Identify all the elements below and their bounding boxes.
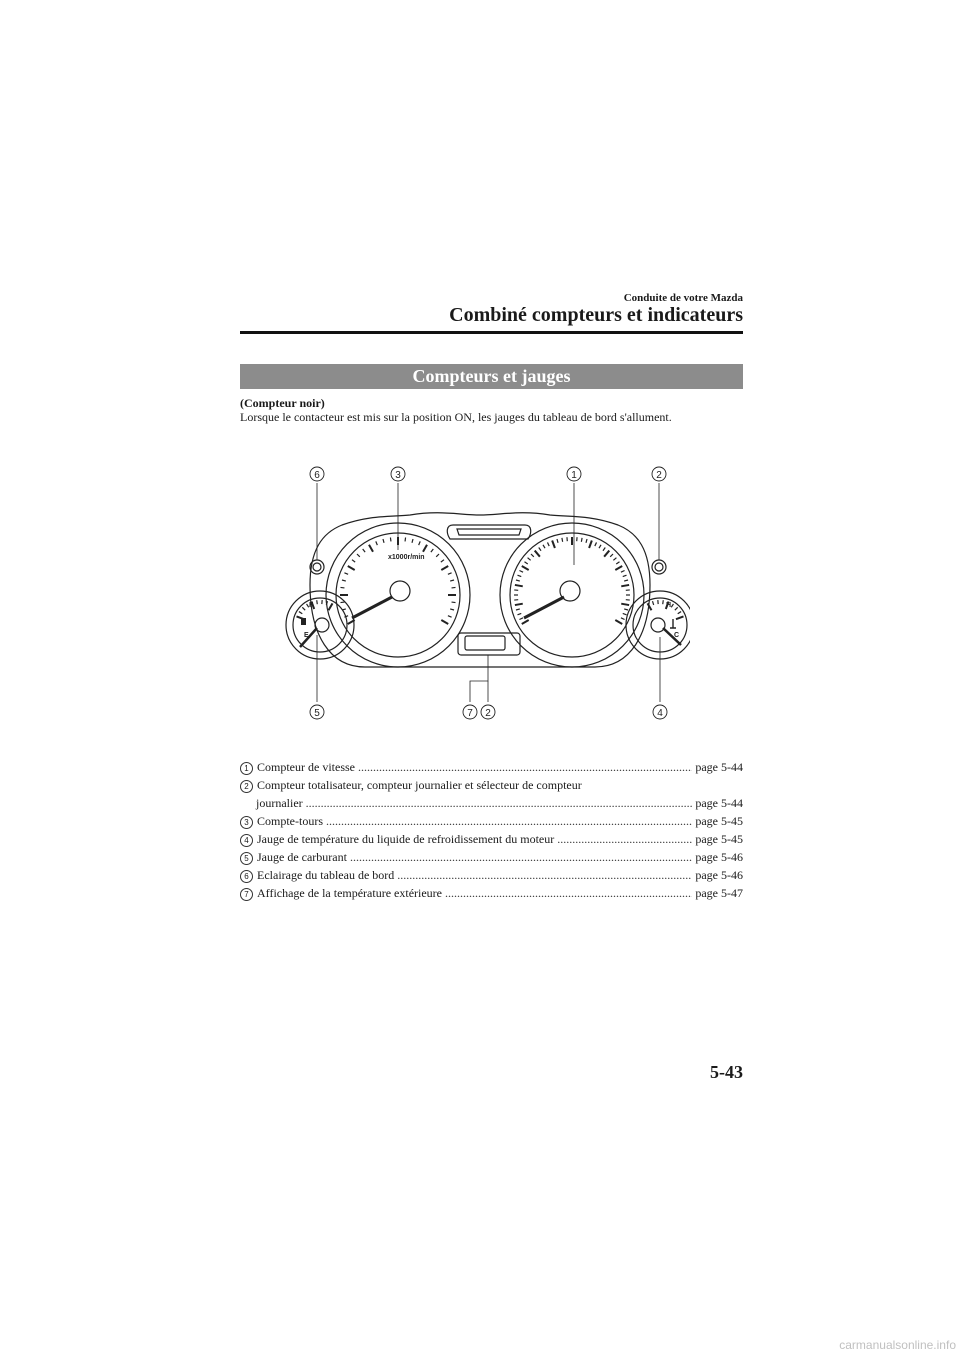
callout-6: 6 bbox=[314, 470, 320, 481]
tachometer-tick bbox=[441, 566, 448, 570]
tachometer-tick bbox=[423, 545, 427, 552]
fuel-empty-label: E bbox=[304, 632, 309, 639]
center-top-panel bbox=[447, 525, 530, 539]
temp-cold-label: C bbox=[674, 632, 680, 639]
temp-gauge-tick bbox=[676, 616, 684, 619]
tachometer-tick bbox=[405, 537, 406, 541]
tachometer-tick bbox=[340, 602, 344, 603]
fuel-gauge-tick bbox=[302, 607, 305, 610]
tachometer-face bbox=[336, 533, 460, 657]
page-number: 5-43 bbox=[710, 1062, 743, 1082]
section-title: Compteurs et jauges bbox=[240, 364, 743, 389]
tachometer-tick bbox=[390, 537, 391, 541]
fuel-gauge-tick bbox=[299, 612, 302, 614]
legend-label-continued: journalier bbox=[256, 796, 303, 810]
tachometer-tick bbox=[448, 573, 452, 575]
tachometer-tick bbox=[376, 541, 378, 545]
tachometer-tick bbox=[431, 549, 433, 552]
speedometer-tick bbox=[581, 538, 582, 542]
fuel-full-label: F bbox=[309, 602, 314, 609]
speedometer-tick bbox=[624, 580, 628, 581]
fuel-pump-icon bbox=[301, 618, 306, 625]
speedometer-tick bbox=[621, 570, 625, 572]
legend-page-ref: page 5-46 bbox=[695, 868, 743, 882]
tachometer-tick bbox=[448, 616, 452, 618]
leader-dots bbox=[326, 814, 692, 829]
callout-3: 3 bbox=[395, 470, 401, 481]
page-title: Combiné compteurs et indicateurs bbox=[449, 304, 743, 326]
header-rule bbox=[240, 331, 743, 334]
tachometer-tick bbox=[412, 539, 413, 543]
tachometer-hub bbox=[390, 581, 410, 601]
speedometer-face bbox=[510, 533, 634, 657]
temp-gauge-tick bbox=[663, 600, 664, 604]
intro-text: Lorsque le contacteur est mis sur la position ON, les jauges du tableau de bord s'allument. bbox=[240, 410, 672, 424]
speedometer-tick bbox=[624, 609, 628, 610]
speedometer-tick bbox=[543, 545, 545, 548]
legend-number: 6 bbox=[240, 870, 253, 883]
leader-dots bbox=[397, 868, 692, 883]
speedometer-tick bbox=[623, 575, 627, 576]
speedometer-tick bbox=[547, 542, 549, 546]
callout-2-bottom: 2 bbox=[485, 708, 491, 719]
chapter-header: Conduite de votre Mazda bbox=[623, 292, 743, 304]
temp-gauge-tick bbox=[671, 604, 673, 607]
speedometer-needle bbox=[524, 597, 564, 618]
speedometer-tick bbox=[599, 545, 601, 548]
tachometer-tick bbox=[369, 545, 373, 552]
fuel-gauge-tick bbox=[317, 600, 318, 604]
speedometer-tick bbox=[621, 604, 629, 605]
center-display bbox=[465, 636, 505, 650]
fuel-gauge-tick bbox=[329, 603, 333, 610]
legend-item bbox=[240, 886, 743, 904]
temp-gauge-tick bbox=[652, 601, 653, 605]
legend-item bbox=[240, 778, 743, 796]
legend-page-ref: page 5-44 bbox=[695, 796, 743, 810]
leader-dots bbox=[306, 796, 693, 811]
center-top-panel-inner bbox=[457, 529, 521, 535]
legend-number: 1 bbox=[240, 762, 253, 775]
speedometer-tick bbox=[515, 604, 523, 605]
callout-1: 1 bbox=[571, 470, 577, 481]
legend-label: Compte-tours bbox=[257, 814, 323, 828]
callout-5: 5 bbox=[314, 708, 320, 719]
speedometer-tick bbox=[522, 620, 529, 624]
temp-gauge-tick bbox=[675, 607, 678, 610]
speedometer-tick bbox=[586, 539, 587, 543]
leader-dots bbox=[350, 850, 692, 865]
speedometer-tick bbox=[616, 562, 619, 564]
tachometer-tick bbox=[450, 609, 454, 610]
tachometer-tick bbox=[450, 580, 454, 581]
speedometer-tick bbox=[517, 613, 521, 614]
speedometer-tick bbox=[623, 613, 627, 614]
cluster-housing bbox=[310, 513, 650, 667]
callout-7: 7 bbox=[467, 708, 473, 719]
tachometer-tick bbox=[363, 549, 365, 552]
tachometer-tick bbox=[344, 573, 348, 575]
leader-dots bbox=[358, 760, 692, 775]
watermark[interactable]: carmanualsonline.info bbox=[839, 1338, 956, 1352]
illumination-knob-outer bbox=[310, 560, 324, 574]
legend-label: Compteur totalisateur, compteur journalier et sélecteur de compteur bbox=[257, 778, 582, 792]
speedometer-tick bbox=[516, 609, 520, 610]
speedometer-tick bbox=[522, 566, 529, 570]
speedometer-tick bbox=[589, 540, 592, 548]
speedometer-tick bbox=[519, 618, 523, 620]
tachometer-tick bbox=[357, 554, 360, 557]
speedometer-tick bbox=[613, 558, 616, 561]
legend-label: Compteur de vitesse bbox=[257, 760, 355, 774]
legend-label: Jauge de carburant bbox=[257, 850, 347, 864]
temp-gauge-tick bbox=[678, 612, 681, 614]
speedometer-tick bbox=[539, 547, 541, 550]
tachometer-tick bbox=[383, 539, 384, 543]
temp-hot-label: H bbox=[666, 602, 672, 609]
legend-label: Affichage de la température extérieure bbox=[257, 886, 443, 900]
callout-4: 4 bbox=[657, 708, 663, 719]
tacho-unit-label: x1000r/min bbox=[388, 554, 425, 561]
coolant-temp-icon bbox=[670, 619, 676, 628]
legend-number: 4 bbox=[240, 834, 253, 847]
tachometer-tick bbox=[441, 560, 444, 562]
speedometer-tick bbox=[621, 585, 629, 586]
tachometer-tick bbox=[348, 566, 355, 570]
leader-dots bbox=[445, 886, 692, 901]
leader-line-7 bbox=[470, 655, 488, 702]
tachometer-tick bbox=[340, 587, 344, 588]
speedometer-tick bbox=[535, 551, 540, 557]
speedometer-tick bbox=[615, 620, 622, 624]
legend-number: 3 bbox=[240, 816, 253, 829]
speedometer-tick bbox=[615, 566, 622, 570]
tachometer-tick bbox=[452, 587, 456, 588]
legend-item bbox=[240, 814, 743, 832]
illumination-knob bbox=[313, 563, 321, 571]
fuel-gauge-hub bbox=[315, 618, 329, 632]
tachometer-tick bbox=[342, 580, 346, 581]
legend-page-ref: page 5-44 bbox=[695, 760, 743, 774]
tachometer-tick bbox=[452, 602, 456, 603]
legend-page-ref: page 5-45 bbox=[695, 832, 743, 846]
tachometer-tick bbox=[436, 554, 439, 557]
trip-knob-outer bbox=[652, 560, 666, 574]
legend-list bbox=[240, 760, 743, 904]
speedometer-tick bbox=[531, 554, 534, 557]
speedometer-tick bbox=[528, 558, 531, 561]
legend-number: 5 bbox=[240, 852, 253, 865]
speedometer-tick bbox=[519, 570, 523, 572]
trip-knob bbox=[655, 563, 663, 571]
section-subheading: (Compteur noir) bbox=[240, 396, 325, 410]
legend-item bbox=[240, 850, 743, 868]
speedometer-tick bbox=[621, 618, 625, 620]
legend-item-continued bbox=[240, 796, 743, 814]
legend-number: 7 bbox=[240, 888, 253, 901]
legend-number: 2 bbox=[240, 780, 253, 793]
legend-page-ref: page 5-45 bbox=[695, 814, 743, 828]
speedometer-tick bbox=[562, 538, 563, 542]
tachometer-tick bbox=[441, 620, 448, 624]
leader-dots bbox=[557, 832, 692, 847]
legend-label: Jauge de température du liquide de refroidissement du moteur bbox=[257, 832, 555, 846]
legend-label: Eclairage du tableau de bord bbox=[257, 868, 395, 882]
tachometer-tick bbox=[419, 541, 421, 545]
speedometer-tick bbox=[610, 554, 613, 557]
legend-page-ref: page 5-46 bbox=[695, 850, 743, 864]
instrument-cluster-diagram bbox=[270, 455, 690, 740]
speedometer-tick bbox=[604, 551, 609, 557]
legend-item bbox=[240, 868, 743, 886]
speedometer-tick bbox=[515, 585, 523, 586]
speedometer-tick bbox=[524, 562, 527, 564]
legend-item bbox=[240, 760, 743, 778]
speedometer-tick bbox=[595, 542, 597, 546]
temp-gauge-hub bbox=[651, 618, 665, 632]
callout-2-top: 2 bbox=[656, 470, 662, 481]
tachometer-tick bbox=[352, 560, 355, 562]
speedometer-tick bbox=[557, 539, 558, 543]
speedometer-tick bbox=[603, 547, 605, 550]
tachometer-needle bbox=[352, 597, 392, 618]
legend-item bbox=[240, 832, 743, 850]
speedometer-tick bbox=[516, 580, 520, 581]
speedometer-tick bbox=[517, 575, 521, 576]
legend-page-ref: page 5-47 bbox=[695, 886, 743, 900]
speedometer-tick bbox=[552, 540, 555, 548]
